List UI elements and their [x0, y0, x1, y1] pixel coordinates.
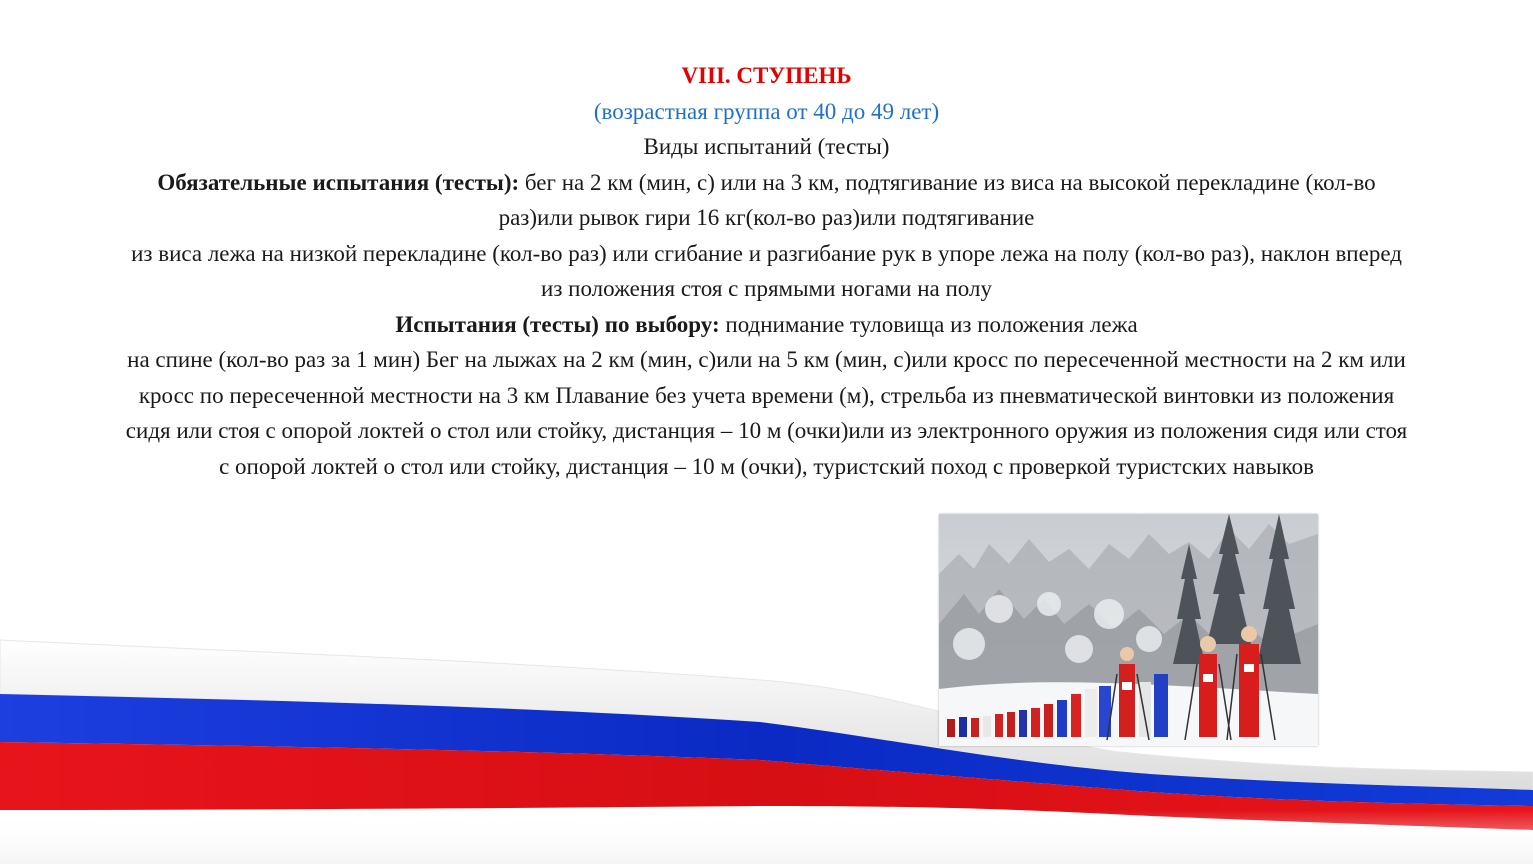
mandatory-line-2: раз)или рывок гири 16 кг(кол-во раз)или подтягивание [498, 205, 1035, 230]
mandatory-label: Обязательные испытания (тесты): [157, 169, 520, 195]
optional-line-1 [40, 307, 1493, 343]
optional-text-1: поднимание туловища из положения лежа [719, 311, 1138, 337]
mandatory-line-1 [40, 165, 1493, 201]
slide-title: VIII. СТУПЕНЬ [681, 63, 852, 88]
optional-line-4: сидя или стоя с опорой локтей о стол или стойку, дистанция – 10 м (очки)или из электронного оружия из положения сидя или стоя [125, 418, 1408, 443]
content-text [40, 58, 1493, 484]
mandatory-text-1: бег на 2 км (мин, с) или на 3 км, подтягивание из виса на высокой перекладине (кол-во [519, 169, 1376, 195]
mandatory-line-4: из положения стоя с прямыми ногами на полу [541, 276, 992, 301]
optional-line-5: с опорой локтей о стол или стойку, дистанция – 10 м (очки), туристский поход с проверкой туристских навыков [219, 453, 1314, 479]
mandatory-line-3: из виса лежа на низкой перекладине (кол-во раз) или сгибание и разгибание рук в упоре лежа на полу (кол-во раз), наклон вперед [131, 240, 1402, 266]
skiers-photo [939, 514, 1318, 746]
tests-heading: Виды испытаний (тесты) [643, 134, 890, 159]
optional-line-3: кросс по пересеченной местности на 3 км Плавание без учета времени (м), стрельба из пневматической винтовки из положения [138, 382, 1395, 408]
age-group-subtitle: (возрастная группа от 40 до 49 лет) [593, 98, 940, 124]
optional-line-2: на спине (кол-во раз за 1 мин) Бег на лыжах на 2 км (мин, с)или на 5 км (мин, с)или кросс по пересеченной местности на 2 км или [127, 347, 1406, 372]
optional-label: Испытания (тесты) по выбору: [395, 311, 720, 337]
